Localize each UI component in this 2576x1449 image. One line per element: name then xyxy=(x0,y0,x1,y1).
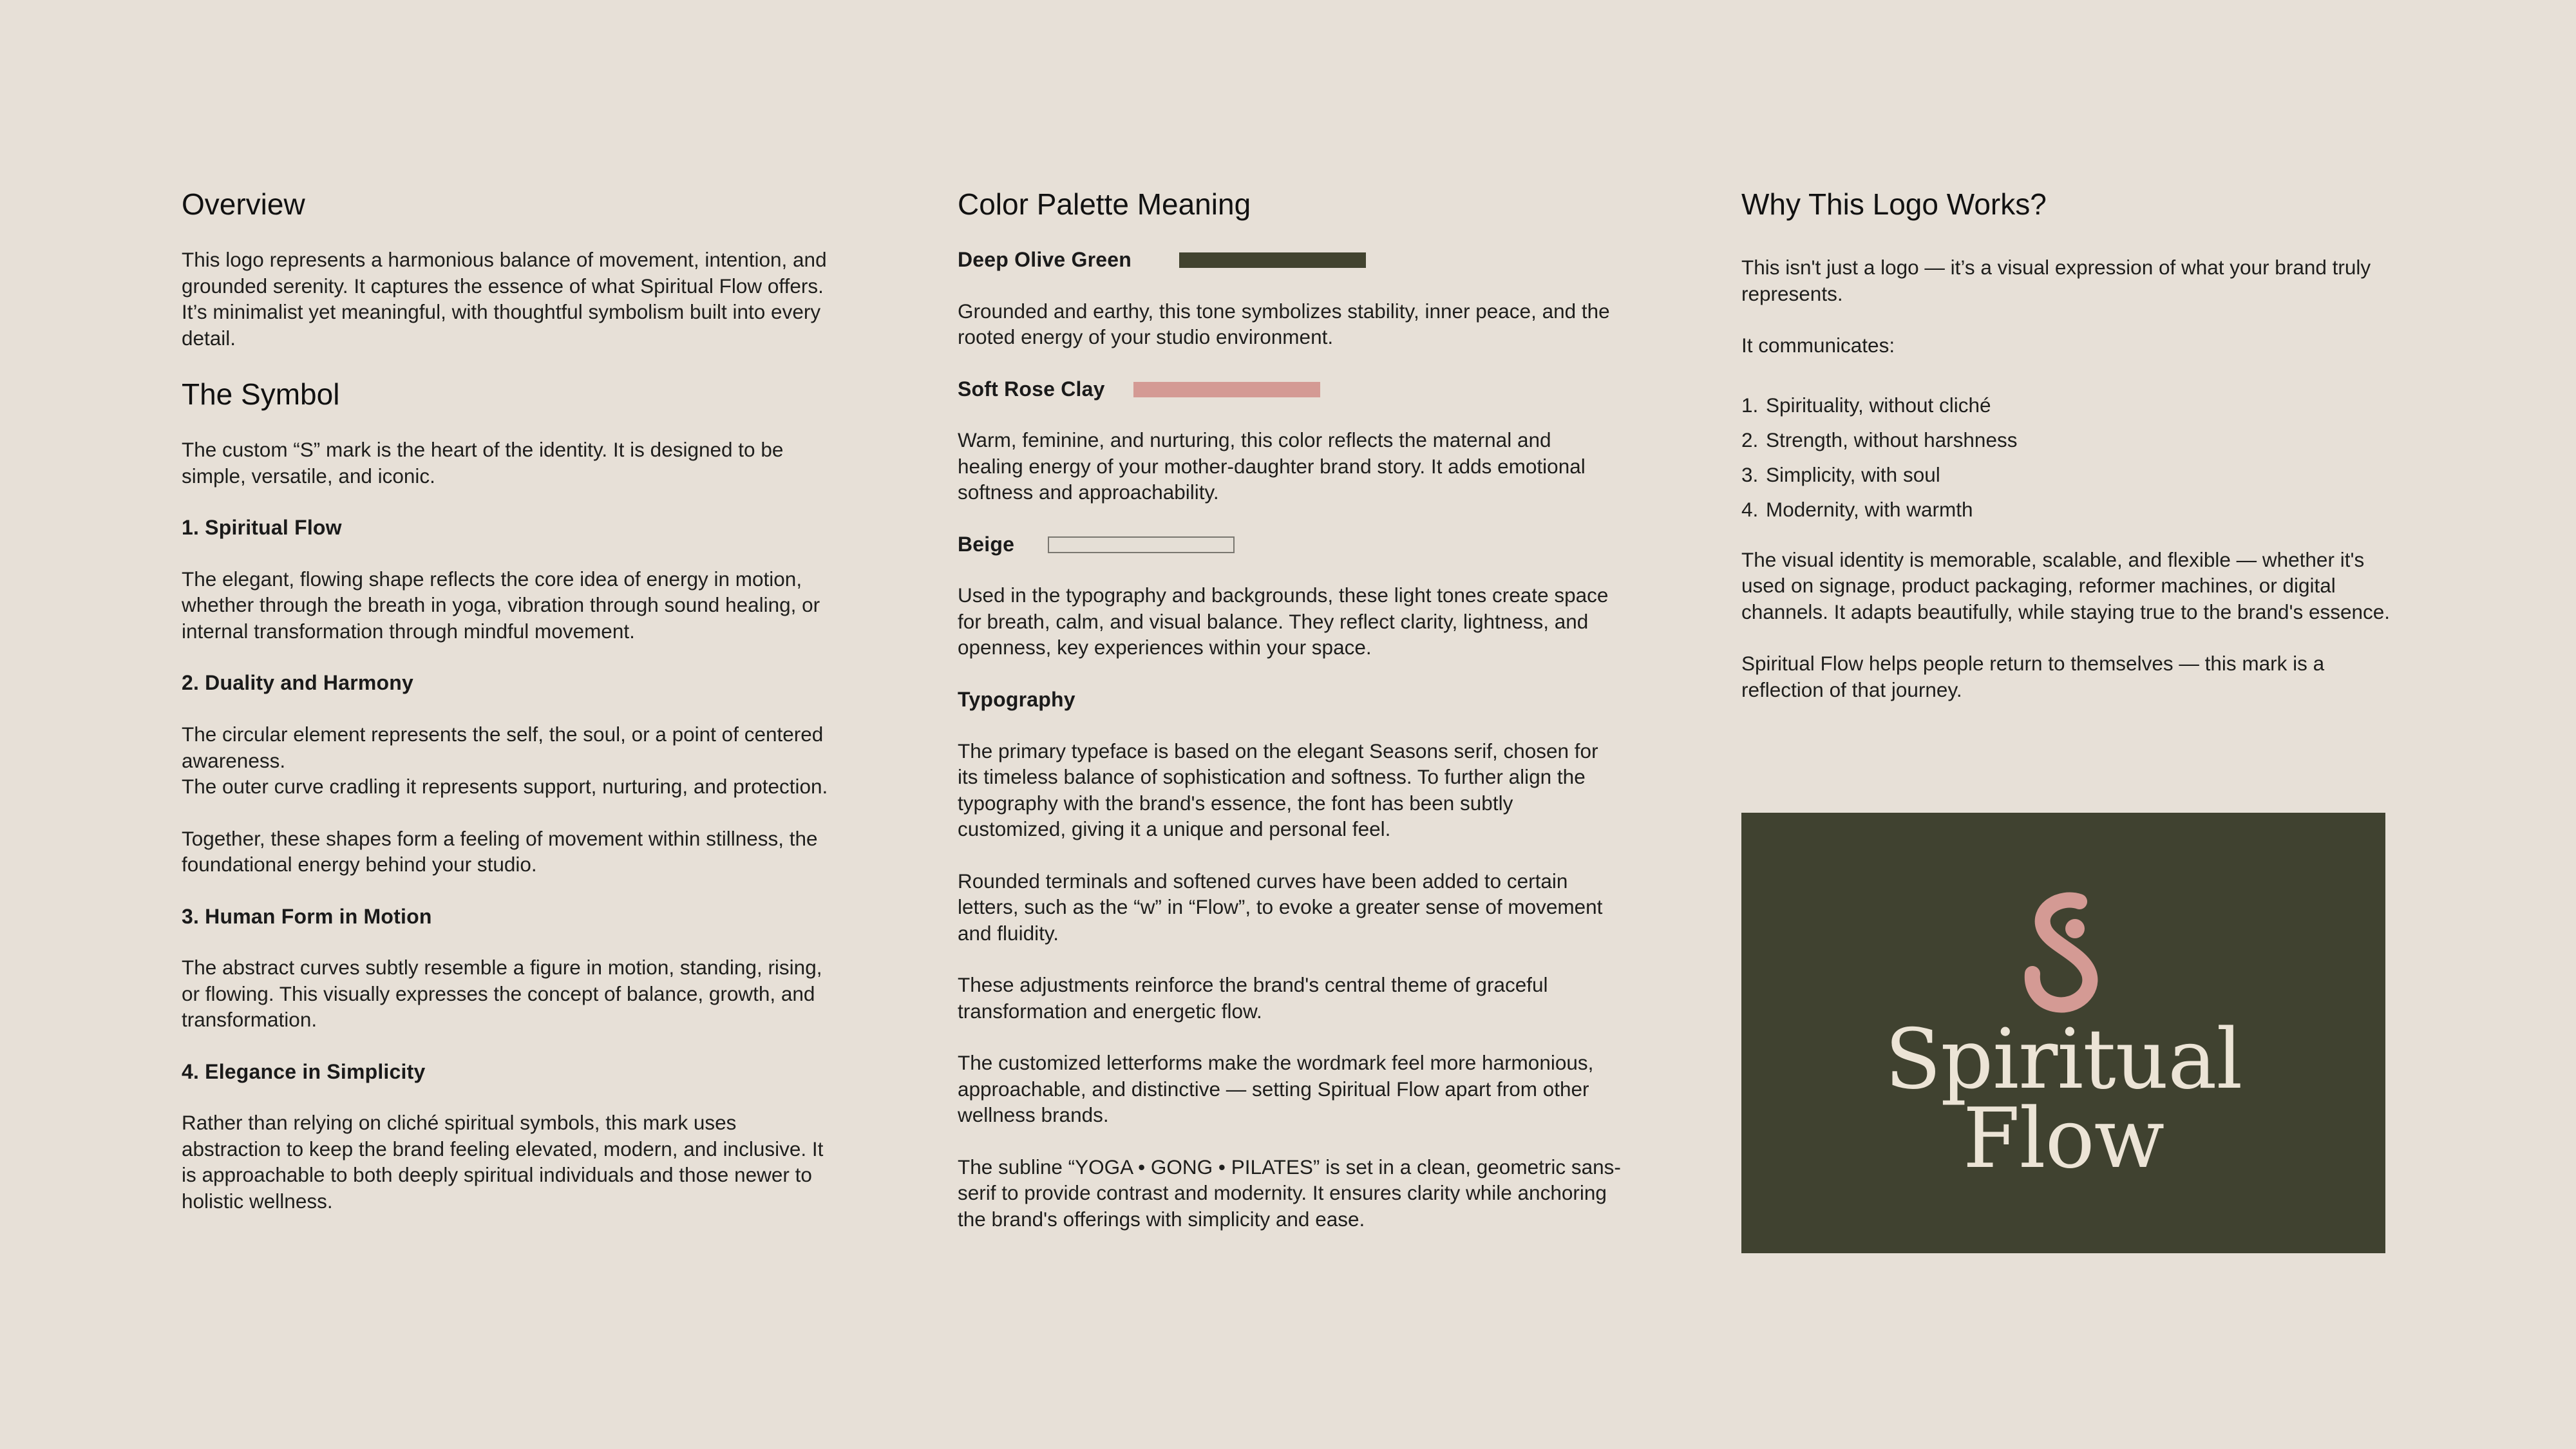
color-name: Beige xyxy=(958,532,1015,556)
why-title: Why This Logo Works? xyxy=(1741,187,2047,221)
olive-swatch xyxy=(1179,252,1366,268)
why-para1: The visual identity is memorable, scalable, and flexible — whether it's used on signage, product packaging, reformer machines, or digital channels. It adapts beautifully, while staying true to the brand's essence. xyxy=(1741,547,2391,623)
symbol-section-text: The elegant, flowing shape reflects the core idea of energy in motion, whether through the breath in yoga, vibration through sound healing, or internal transformation through mindful movement. xyxy=(182,567,820,643)
color-row-rose xyxy=(958,376,1621,403)
logo-card xyxy=(1741,813,2385,1253)
why-para2: Spiritual Flow helps people return to themselves — this mark is a reflection of that journey. xyxy=(1741,652,2325,701)
list-item: 4. Modernity, with warmth xyxy=(1741,497,1973,521)
typography-heading: Typography xyxy=(958,687,1075,711)
symbol-section-heading: 4. Elegance in Simplicity xyxy=(182,1059,426,1083)
symbol-section-heading: 1. Spiritual Flow xyxy=(182,516,342,540)
palette-column xyxy=(958,187,1621,1258)
symbol-title: The Symbol xyxy=(182,377,340,412)
wordmark-line2: Flow xyxy=(1962,1091,2164,1187)
color-description: Grounded and earthy, this tone symbolizes stability, inner peace, and the rooted energy of your studio environment. xyxy=(958,299,1610,349)
symbol-section-heading: 3. Human Form in Motion xyxy=(182,904,432,928)
rose-swatch xyxy=(1133,382,1320,397)
color-description: Used in the typography and backgrounds, these light tones create space for breath, calm, and visual balance. They reflect clarity, lightness, and openness, key experiences within your space. xyxy=(958,583,1609,659)
list-item: 3. Simplicity, with soul xyxy=(1741,462,1940,486)
why-intro: This isn't just a logo — it’s a visual expression of what your brand truly represents. xyxy=(1741,256,2371,305)
symbol-section-text: The circular element represents the self, the soul, or a point of centered awareness. xyxy=(182,723,824,772)
color-row-beige xyxy=(958,531,1621,558)
symbol-section-text: The outer curve cradling it represents support, nurturing, and protection. xyxy=(182,775,828,799)
typography-text: Rounded terminals and softened curves have been added to certain letters, such as the “w” in “Flow”, to evoke a greater sense of movement and fluidity. xyxy=(958,869,1603,945)
symbol-intro: The custom “S” mark is the heart of the identity. It is designed to be simple, versatile, and iconic. xyxy=(182,438,784,488)
color-description: Warm, feminine, and nurturing, this color reflects the maternal and healing energy of your mother-daughter brand story. It adds emotional softness and approachability. xyxy=(958,428,1586,504)
why-communicates: It communicates: xyxy=(1741,334,1895,357)
overview-body: This logo represents a harmonious balance of movement, intention, and grounded serenity. It captures the essence of what Spiritual Flow offers. It’s minimalist yet meaningful, with thoughtful symbolism built into every detail. xyxy=(182,248,827,350)
symbol-section-text: The abstract curves subtly resemble a figure in motion, standing, rising, or flowing. This visually expresses the concept of balance, growth, and transformation. xyxy=(182,956,822,1032)
symbol-section-text: Together, these shapes form a feeling of movement within stillness, the foundational energy behind your studio. xyxy=(182,826,818,876)
palette-title: Color Palette Meaning xyxy=(958,187,1251,221)
symbol-section-heading: 2. Duality and Harmony xyxy=(182,671,414,695)
symbol-section-text: Rather than relying on cliché spiritual symbols, this mark uses abstraction to keep the brand feeling elevated, modern, and inclusive. It is approachable to both deeply spiritual individuals and those newer to holistic wellness. xyxy=(182,1111,824,1213)
typography-text: The customized letterforms make the wordmark feel more harmonious, approachable, and distinctive — setting Spiritual Flow apart from other wellness brands. xyxy=(958,1051,1594,1127)
list-item: 1. Spirituality, without cliché xyxy=(1741,393,1991,417)
overview-column xyxy=(182,187,838,1240)
typography-text: These adjustments reinforce the brand's central theme of graceful transformation and energetic flow. xyxy=(958,973,1548,1023)
color-name: Deep Olive Green xyxy=(958,248,1132,272)
typography-text: The subline “YOGA • GONG • PILATES” is set in a clean, geometric sans-serif to provide contrast and modernity. It ensures clarity while anchoring the brand's offerings with simplicity and ease. xyxy=(958,1155,1621,1231)
color-row-olive xyxy=(958,247,1621,274)
why-column xyxy=(1741,187,2392,728)
list-item: 2. Strength, without harshness xyxy=(1741,428,2018,451)
beige-swatch xyxy=(1048,536,1235,553)
wordmark-line1: Spiritual xyxy=(1884,1012,2242,1108)
color-name: Soft Rose Clay xyxy=(958,377,1105,401)
overview-title: Overview xyxy=(182,187,305,221)
why-list xyxy=(1741,392,2392,522)
typography-text: The primary typeface is based on the elegant Seasons serif, chosen for its timeless balance of sophistication and softness. To further align the typography with the brand's essence, the font has been subtly customized, giving it a unique and personal feel. xyxy=(958,739,1598,841)
